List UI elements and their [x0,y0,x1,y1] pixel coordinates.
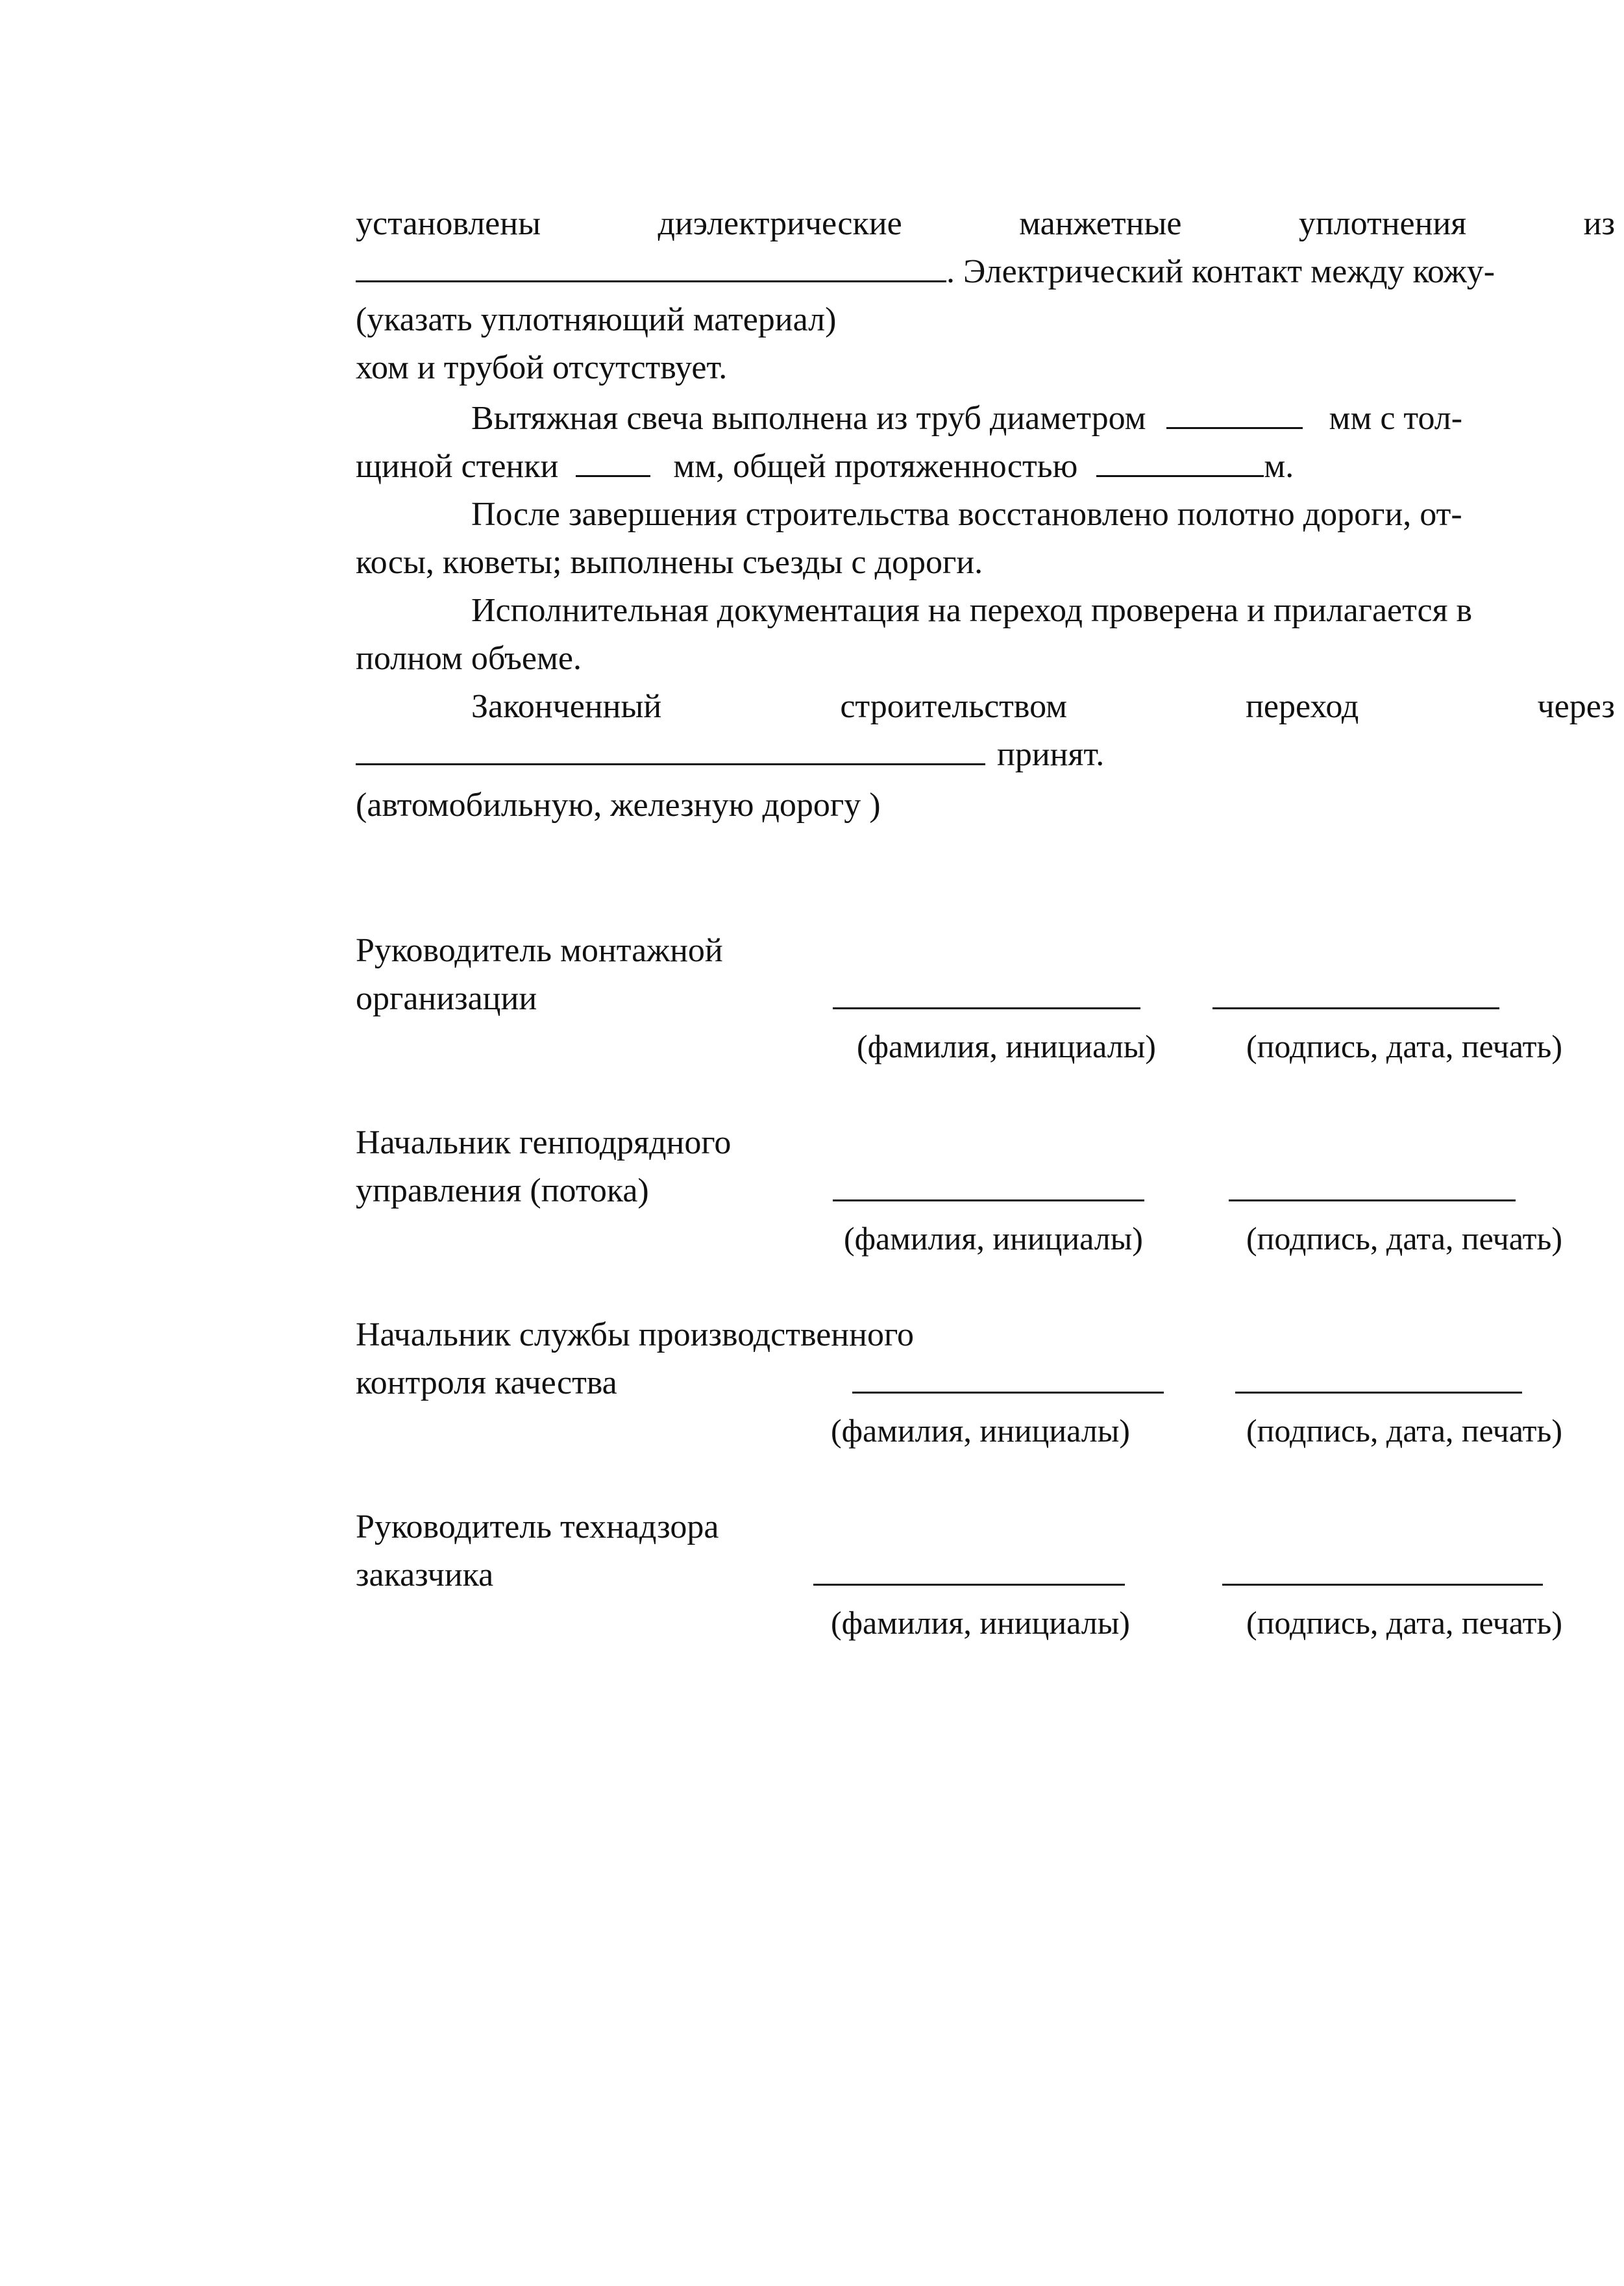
signature-line[interactable] [1235,1392,1522,1394]
p5-word: строительством [840,688,1067,725]
role-title: Начальник генподрядного управления (потока) [356,1124,732,1209]
sealing-material-blank[interactable] [356,249,946,282]
p2-text-d: мм, общей протяженностью [673,448,1078,485]
p2-text-e: м. [1264,448,1294,485]
p2-text-b: мм с тол- [1329,400,1463,437]
name-hint: (фамилия, инициалы) [844,1220,1143,1257]
role-title: Руководитель технадзора заказчика [356,1508,719,1593]
name-hint: (фамилия, инициалы) [831,1412,1130,1449]
signature-block-general-contractor-head [356,1119,1624,1268]
p2-text-c: щиной стенки [356,448,559,485]
road-type-blank[interactable] [356,732,985,765]
p5-tail: принят. [997,736,1105,773]
p5-word: Законченный [471,688,662,725]
p1-line-2-text: . Электрический контакт между кожу- [946,253,1495,290]
p1-word: манжетные [1019,205,1182,242]
signature-hint: (подпись, дата, печать) [1246,1028,1562,1064]
total-length-blank[interactable] [1096,444,1264,477]
name-line[interactable] [833,1007,1140,1009]
p1-line-2 [356,249,1495,295]
signature-line[interactable] [1212,1007,1499,1009]
name-line[interactable] [813,1584,1125,1586]
name-line[interactable] [852,1392,1164,1394]
p1-word: установлены [356,205,541,242]
p4-line-1: Исполнительная документация на переход проверена и прилагается в [471,592,1473,629]
p5-word: через [1537,688,1615,725]
p1-word: диэлектрические [658,205,902,242]
p1-word: уплотнения [1298,205,1467,242]
wall-thickness-blank[interactable] [576,444,650,477]
p3-line-2: косы, кюветы; выполнены съезды с дороги. [356,544,983,581]
role-title: Руководитель монтажной организации [356,932,723,1017]
role-title: Начальник службы производственного контроля качества [356,1316,914,1401]
p1-word: из [1583,205,1615,242]
p2-line-2 [356,444,1294,489]
name-hint: (фамилия, инициалы) [831,1604,1130,1641]
name-line[interactable] [833,1199,1144,1201]
p4-line-2: полном объеме. [356,640,582,677]
p2-line-1 [471,396,1462,441]
p5-line-2 [356,732,1104,778]
p5-word: переход [1246,688,1359,725]
signature-line[interactable] [1229,1199,1516,1201]
p5-line-1 [471,684,1615,730]
p3-line-1: После завершения строительства восстановлено полотно дороги, от- [471,496,1462,533]
p2-text-a: Вытяжная свеча выполнена из труб диаметром [471,400,1146,437]
signature-block-customer-supervision-head [356,1503,1624,1653]
signature-block-quality-control-head [356,1311,1624,1460]
signature-hint: (подпись, дата, печать) [1246,1412,1562,1449]
signature-line[interactable] [1222,1584,1543,1586]
signature-hint: (подпись, дата, печать) [1246,1220,1562,1257]
p1-line-3: хом и трубой отсутствует. [356,349,728,386]
signature-hint: (подпись, дата, печать) [1246,1604,1562,1641]
sealing-material-hint: (указать уплотняющий материал) [356,301,837,338]
p1-line-1 [356,201,1615,247]
signature-block-installation-head [356,927,1624,1076]
pipe-diameter-blank[interactable] [1166,396,1303,429]
name-hint: (фамилия, инициалы) [857,1028,1156,1064]
road-type-hint: (автомобильную, железную дорогу ) [356,787,881,824]
